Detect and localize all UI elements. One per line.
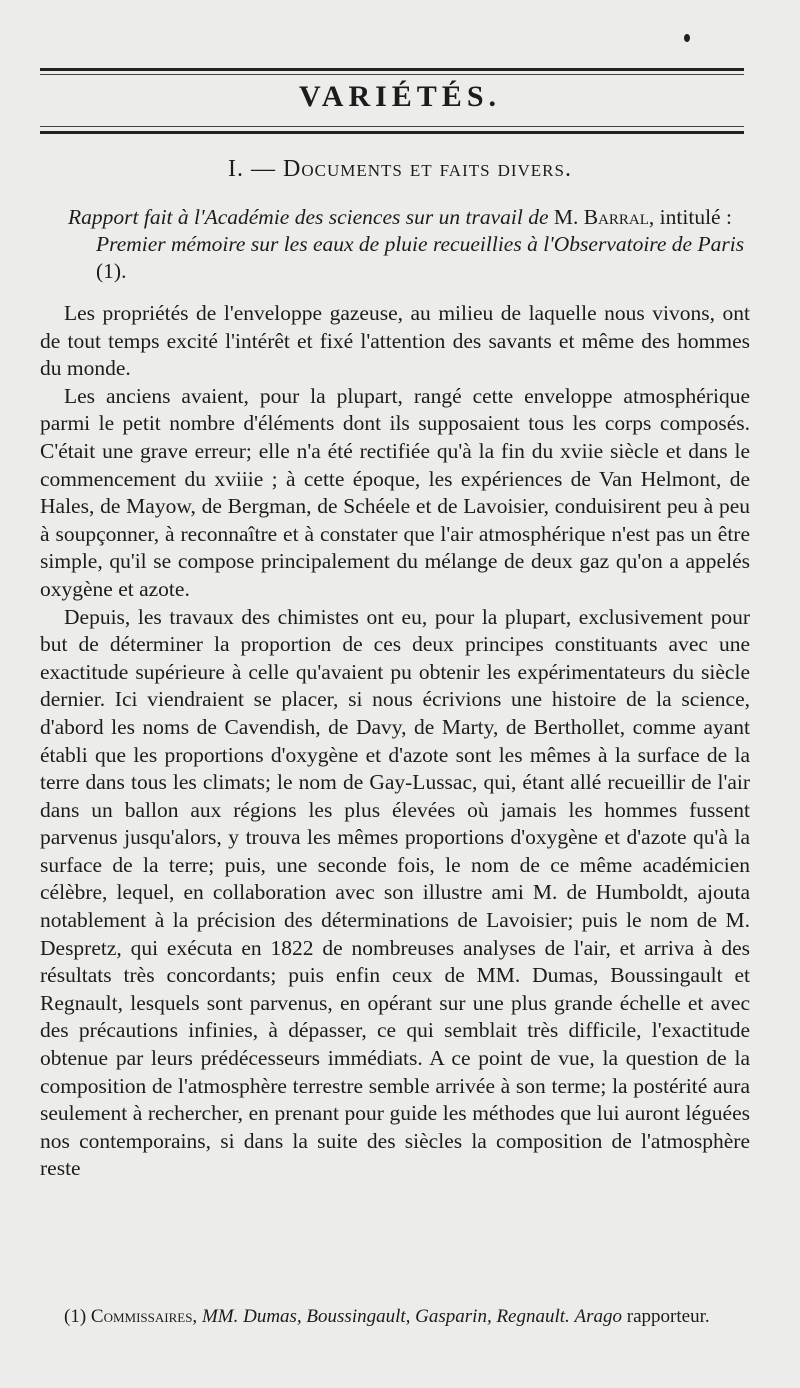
report-author: M. Barral, xyxy=(553,205,655,229)
paragraph-1: Les propriétés de l'enveloppe gazeuse, au milieu de laquelle nous vivons, ont de tout temps excité l'intérêt et fixé l'attention des savants et même des hommes du monde. xyxy=(40,301,750,381)
page-heading: VARIÉTÉS. xyxy=(298,80,502,113)
header-rule-top xyxy=(40,68,744,71)
footnote-rapporteur-name: Arago xyxy=(574,1306,623,1327)
header-rule-top-thin xyxy=(40,74,744,75)
report-note-ref: (1). xyxy=(96,259,127,283)
article-body xyxy=(40,300,750,1183)
paragraph-3: Depuis, les travaux des chimistes ont eu, pour la plupart, exclusivement pour but de déterminer la proportion de ces deux principes constituants avec une exactitude supérieure à celle qu'avaient pu obtenir les expérimentateurs du siècle dernier. Ici viendraient se placer, si nous écrivions une histoire de la science, d'abord les noms de Cavendish, de Davy, de Marty, de Berthollet, comme ayant établi que les proportions d'oxygène et d'azote sont les mêmes à la surface de la terre dans tous les climats; le nom de Gay-Lussac, qui, étant allé recueillir de l'air dans un ballon aux régions les plus élevées où jamais les hommes fussent parvenus jusqu'alors, y trouva les mêmes proportions d'oxygène et d'azote qu'à la surface de la terre; puis, une seconde fois, le nom de ce même académicien célèbre, lequel, en collaboration avec son illustre ami M. de Humboldt, ajouta notablement à la précision des déterminations de Lavoisier; puis le nom de M. Despretz, qui exécuta en 1822 de nombreuses analyses de l'air, et arriva à des résultats très concordants; puis enfin ceux de MM. Dumas, Boussingault et Regnault, lesquels sont parvenus, en opérant sur une plus grande échelle et avec des précautions infinies, à dépasser, ce qui semblait très difficile, l'exactitude obtenue par leurs prédécesseurs immédiats. A ce point de vue, la question de la composition de l'atmosphère terrestre semble arrivée à son terme; la postérité aura seulement à rechercher, en prenant pour guide les méthodes que lui auront léguées nos contemporains, si dans la suite des siècles la composition de l'atmosphère reste xyxy=(40,604,750,1181)
header-rule-bottom-thin xyxy=(40,126,744,127)
paragraph-2: Les anciens avaient, pour la plupart, rangé cette enveloppe atmosphérique parmi le petit nombre d'éléments dont ils supposaient tous les corps composés. C'était une grave erreur; elle n'a été rectifiée qu'à la fin du xviie siècle et dans le commencement du xviiie ; à cette époque, les expériences de Van Helmont, de Hales, de Mayow, de Bergman, de Schéele et de Lavoisier, conduisirent peu à peu à soupçonner, à reconnaître et à constater que l'air atmosphérique n'est pas un être simple, qu'il se compose principalement du mélange de deux gaz qu'on a appelés oxygène et azote. xyxy=(40,383,750,601)
report-heading xyxy=(68,204,750,285)
report-prefix: Rapport fait à l'Académie des sciences sur un travail de xyxy=(68,205,549,229)
ink-speck xyxy=(684,34,690,42)
header-rule-bottom xyxy=(40,131,744,134)
footnote-names: MM. Dumas, Boussingault, Gasparin, Regnault. xyxy=(201,1306,570,1327)
footnote-rapporteur-label: rapporteur. xyxy=(626,1306,710,1327)
report-work-title: Premier mémoire sur les eaux de pluie recueillies à l'Observatoire de Paris xyxy=(96,232,745,256)
section-title: I. — Documents et faits divers. xyxy=(228,156,572,182)
footnote-label: Commissaires, xyxy=(90,1306,198,1327)
footnote xyxy=(44,1304,752,1330)
footnote-mark: (1) xyxy=(64,1306,87,1327)
report-mid: intitulé : xyxy=(659,205,732,229)
